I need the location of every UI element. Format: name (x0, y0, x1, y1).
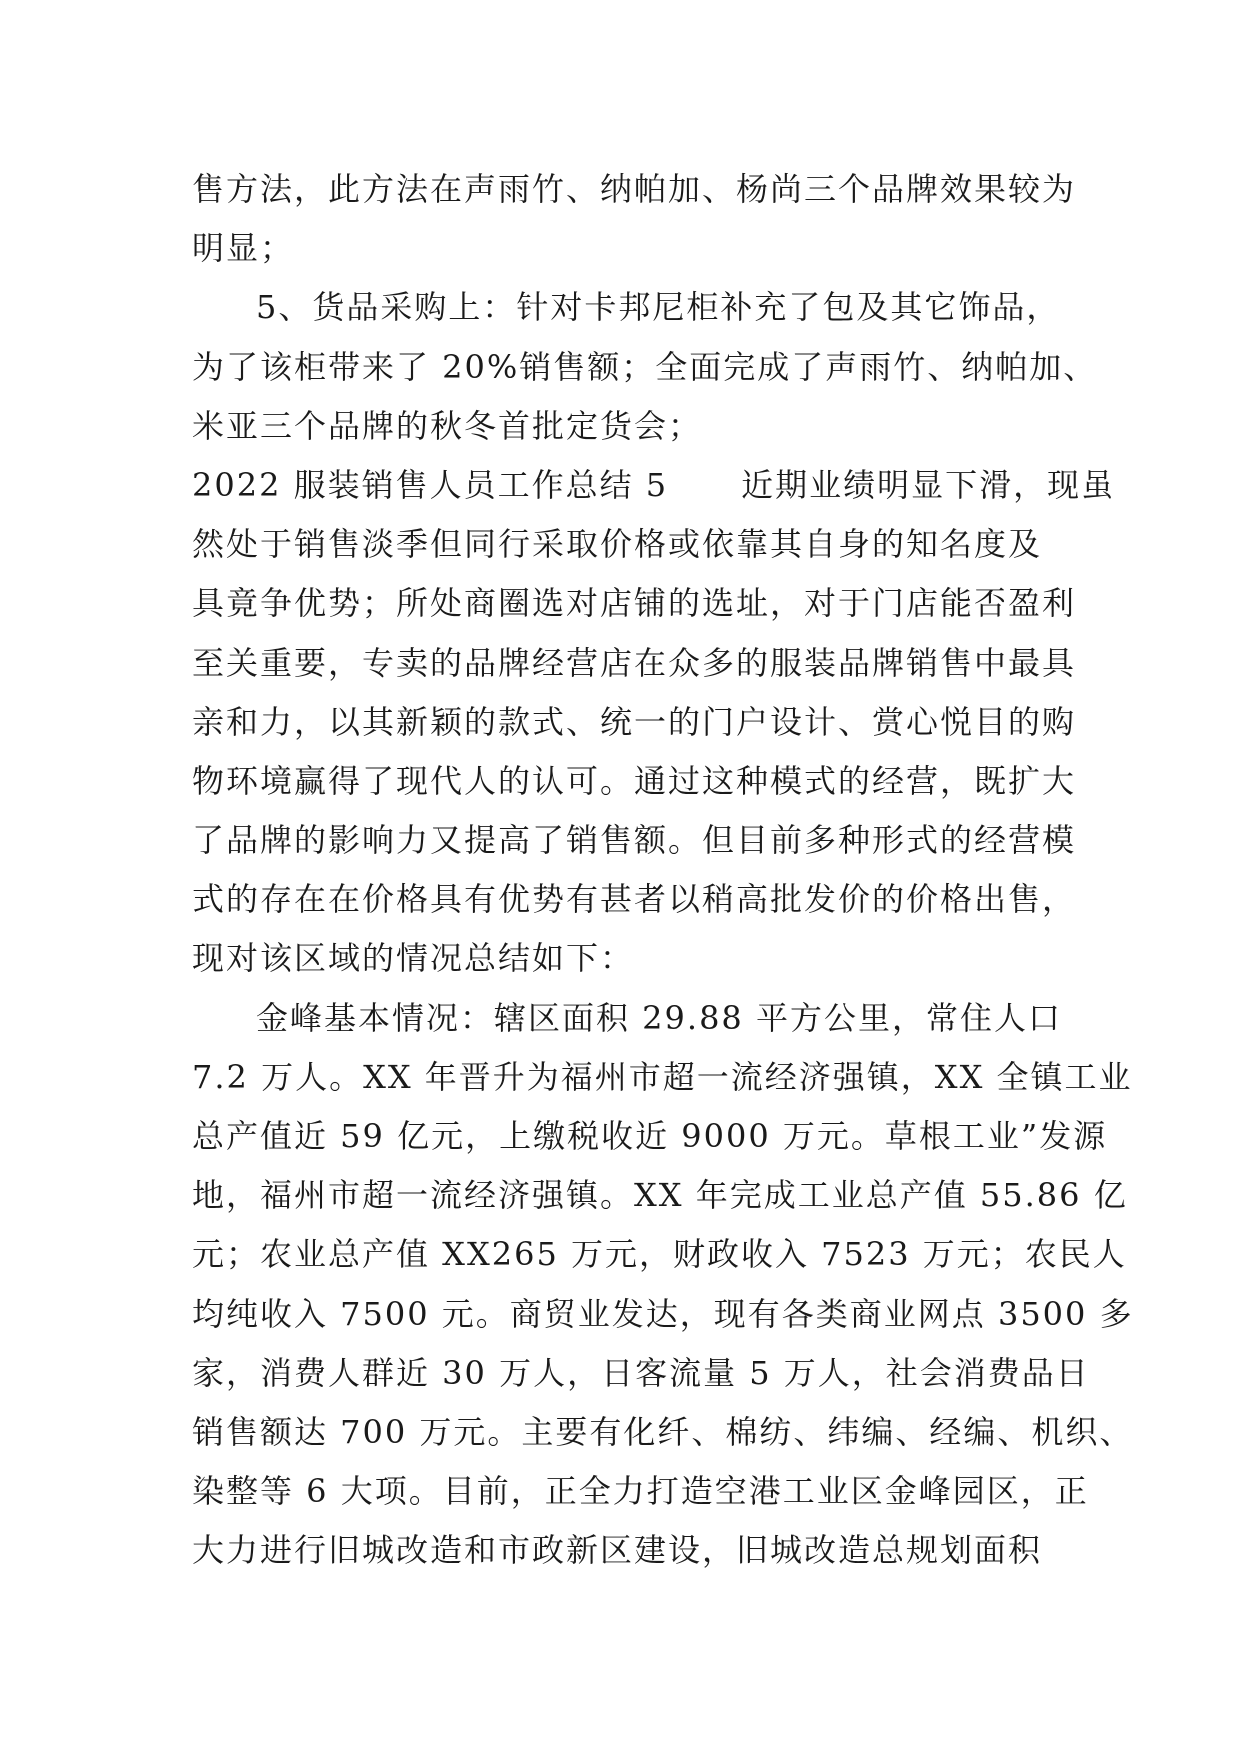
text-line: 地，福州市超一流经济强镇。XX 年完成工业总产值 55.86 亿 (192, 1176, 1128, 1215)
text-line: 亲和力，以其新颖的款式、统一的门户设计、赏心悦目的购 (192, 702, 1077, 741)
text-line: 现对该区域的情况总结如下： (192, 939, 635, 978)
text-line: 均纯收入 7500 元。商贸业发达，现有各类商业网点 3500 多 (192, 1294, 1134, 1333)
text-line: 米亚三个品牌的秋冬首批定货会； (192, 406, 703, 445)
text-line: 至关重要，专卖的品牌经营店在众多的服装品牌销售中最具 (192, 643, 1077, 682)
text-line: 7.2 万人。XX 年晋升为福州市超一流经济强镇，XX 全镇工业 (192, 1057, 1133, 1096)
text-line: 大力进行旧城改造和市政新区建设，旧城改造总规划面积 (192, 1531, 1043, 1570)
text-line: 物环境赢得了现代人的认可。通过这种模式的经营，既扩大 (192, 761, 1077, 800)
section-heading-line: 2022 服装销售人员工作总结 5 近期业绩明显下滑，现虽 (192, 465, 1116, 504)
text-line: 金峰基本情况：辖区面积 29.88 平方公里，常住人口 (256, 998, 1062, 1037)
text-line: 然处于销售淡季但同行采取价格或依靠其自身的知名度及 (192, 525, 1043, 564)
text-line: 为了该柜带来了 20%销售额；全面完成了声雨竹、纳帕加、 (192, 347, 1098, 386)
text-line: 家，消费人群近 30 万人，日客流量 5 万人，社会消费品日 (192, 1353, 1090, 1392)
text-line: 总产值近 59 亿元，上缴税收近 9000 万元。草根工业”发源 (192, 1117, 1108, 1155)
text-line: 元；农业总产值 XX265 万元，财政收入 7523 万元；农民人 (192, 1235, 1127, 1274)
text-line: 式的存在在价格具有优势有甚者以稍高批发价的价格出售， (192, 880, 1077, 919)
text-line: 5、货品采购上：针对卡邦尼柜补充了包及其它饰品， (256, 288, 1061, 327)
text-line: 具竟争优势；所处商圈选对店铺的选址，对于门店能否盈利 (192, 584, 1077, 623)
text-line: 了品牌的影响力又提高了销售额。但目前多种形式的经营模 (192, 821, 1077, 860)
text-line: 染整等 6 大项。目前，正全力打造空港工业区金峰园区，正 (192, 1472, 1089, 1511)
text-line: 销售额达 700 万元。主要有化纤、棉纺、纬编、经编、机织、 (192, 1412, 1134, 1451)
text-line: 明显； (192, 229, 295, 268)
document-body (192, 160, 1134, 1581)
text-line: 售方法，此方法在声雨竹、纳帕加、杨尚三个品牌效果较为 (192, 170, 1077, 208)
